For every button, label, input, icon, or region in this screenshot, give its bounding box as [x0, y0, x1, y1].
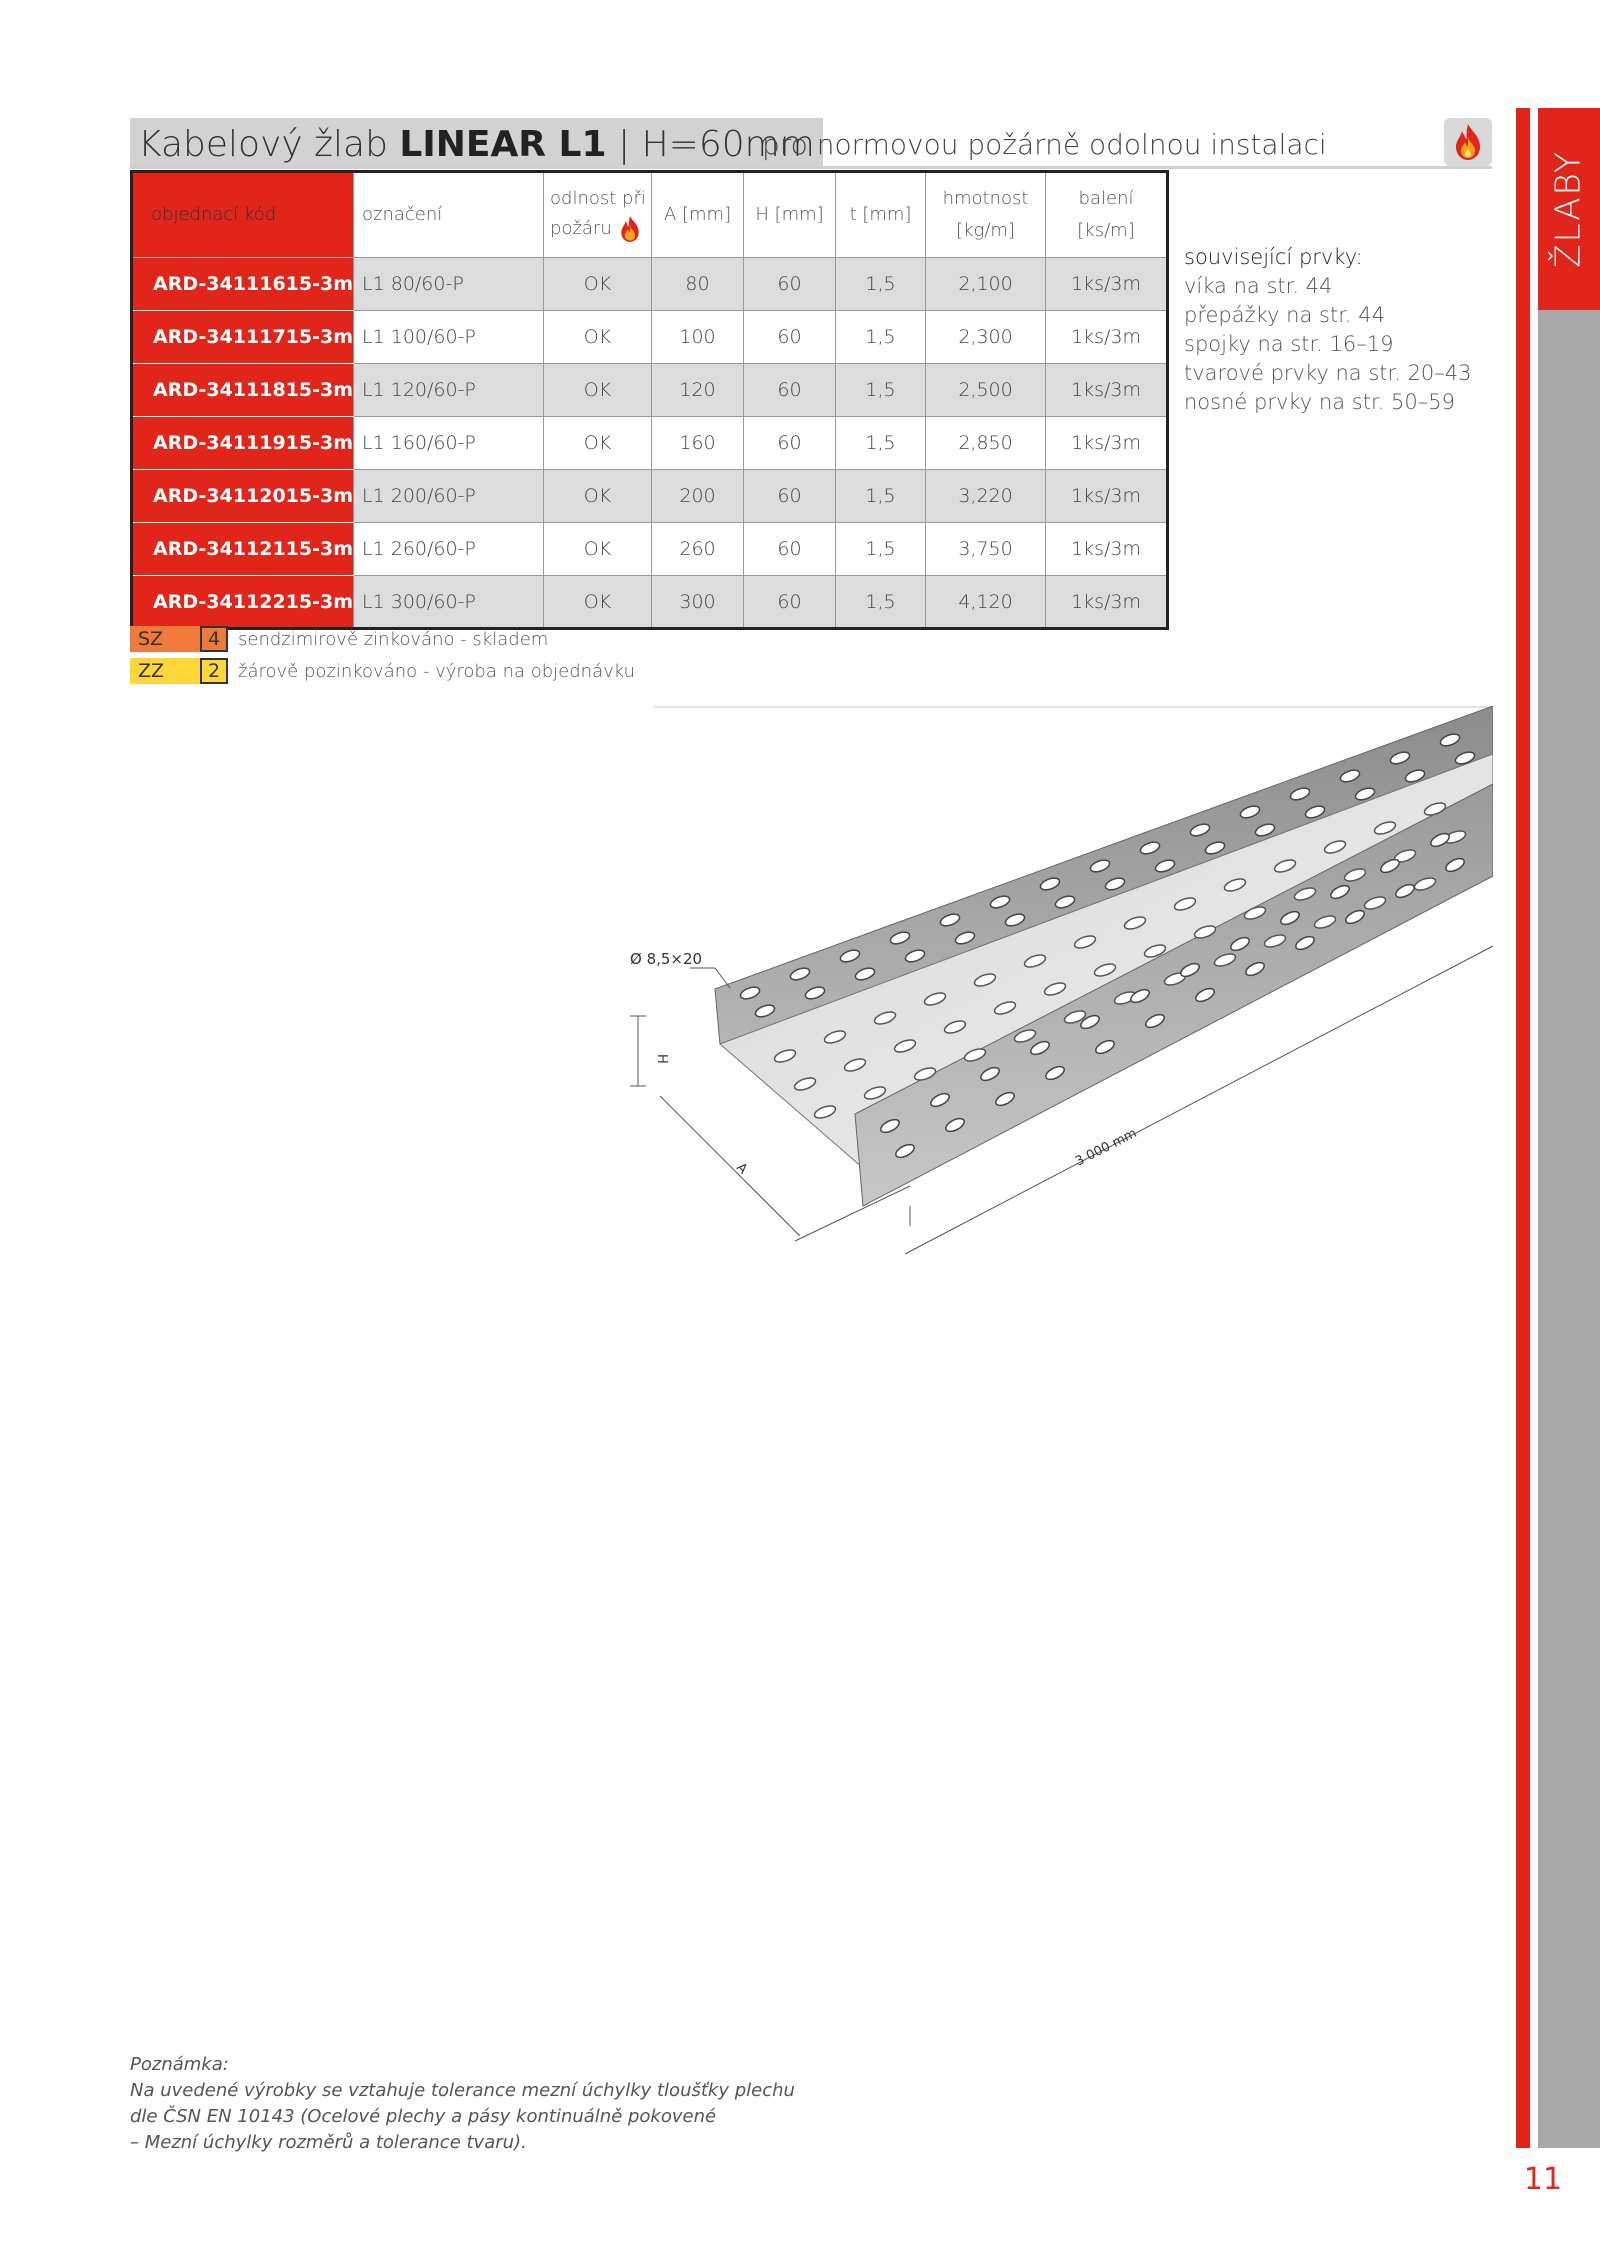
- row-weight: 2,300: [926, 311, 1046, 364]
- table-row: [132, 417, 1168, 470]
- title-prefix: Kabelový žlab: [138, 123, 388, 165]
- footnote: [130, 2052, 795, 2156]
- row-code: ARD-34112015-3m: [132, 470, 354, 523]
- col-header-fire-line1: odlnost při: [550, 188, 646, 209]
- legend-text: žárově pozinkováno - výroba na objednávku: [238, 660, 636, 682]
- row-h: 60: [744, 364, 836, 417]
- table-row: [132, 576, 1168, 629]
- row-designation: L1 100/60-P: [354, 311, 544, 364]
- row-pack: 1ks/3m: [1046, 523, 1168, 576]
- row-designation: L1 260/60-P: [354, 523, 544, 576]
- table-row: [132, 470, 1168, 523]
- row-fire: OK: [544, 523, 652, 576]
- row-weight: 3,220: [926, 470, 1046, 523]
- col-header-weight-line1: hmotnost: [942, 188, 1029, 209]
- row-t: 1,5: [836, 364, 926, 417]
- note-line: – Mezní úchylky rozměrů a tolerance tvaru).: [130, 2132, 527, 2153]
- row-t: 1,5: [836, 417, 926, 470]
- legend-code: ZZ: [130, 658, 200, 684]
- hole-dimension-label: Ø 8,5×20: [630, 950, 703, 968]
- row-designation: L1 160/60-P: [354, 417, 544, 470]
- title-product: LINEAR L1: [399, 123, 607, 165]
- page-number: 11: [1523, 2162, 1563, 2197]
- row-weight: 3,750: [926, 523, 1046, 576]
- col-header-h: H [mm]: [744, 172, 836, 258]
- legend-stock-count: 4: [200, 626, 228, 652]
- row-a: 200: [652, 470, 744, 523]
- width-dimension-label: A: [733, 1160, 751, 1178]
- related-title: související prvky:: [1184, 245, 1363, 269]
- row-a: 260: [652, 523, 744, 576]
- row-fire: OK: [544, 576, 652, 629]
- row-t: 1,5: [836, 258, 926, 311]
- row-a: 100: [652, 311, 744, 364]
- legend-item-sz: [130, 625, 548, 653]
- row-pack: 1ks/3m: [1046, 311, 1168, 364]
- title-height: H=60mm: [641, 123, 815, 165]
- row-weight: 4,120: [926, 576, 1046, 629]
- row-fire: OK: [544, 364, 652, 417]
- related-item: víka na str. 44: [1184, 274, 1333, 298]
- row-pack: 1ks/3m: [1046, 258, 1168, 311]
- title-separator: |: [618, 123, 631, 165]
- row-t: 1,5: [836, 576, 926, 629]
- length-dimension-label: 3 000 mm: [1073, 1125, 1140, 1170]
- row-pack: 1ks/3m: [1046, 417, 1168, 470]
- table-row: [132, 311, 1168, 364]
- page-subtitle: pro normovou požárně odolnou instalaci: [762, 128, 1327, 161]
- row-fire: OK: [544, 311, 652, 364]
- flame-icon: [617, 213, 643, 245]
- legend-text: sendzimirově zinkováno - skladem: [238, 628, 549, 650]
- row-h: 60: [744, 470, 836, 523]
- col-header-pack-line2: [ks/m]: [1077, 220, 1135, 241]
- row-designation: L1 300/60-P: [354, 576, 544, 629]
- side-gray-bar: [1538, 310, 1600, 2148]
- note-line: dle ČSN EN 10143 (Ocelové plechy a pásy kontinuálně pokovené: [130, 2106, 717, 2127]
- row-t: 1,5: [836, 470, 926, 523]
- related-item: spojky na str. 16–19: [1184, 332, 1394, 356]
- row-a: 300: [652, 576, 744, 629]
- row-t: 1,5: [836, 523, 926, 576]
- title-underline: [130, 166, 1492, 169]
- table-row: [132, 258, 1168, 311]
- row-code: ARD-34111915-3m: [132, 417, 354, 470]
- row-h: 60: [744, 417, 836, 470]
- row-t: 1,5: [836, 311, 926, 364]
- row-designation: L1 120/60-P: [354, 364, 544, 417]
- section-tab-label: ŽLABY: [1549, 150, 1590, 268]
- legend-code: SZ: [130, 626, 200, 652]
- row-weight: 2,500: [926, 364, 1046, 417]
- row-pack: 1ks/3m: [1046, 470, 1168, 523]
- row-h: 60: [744, 258, 836, 311]
- col-header-t: t [mm]: [836, 172, 926, 258]
- row-fire: OK: [544, 258, 652, 311]
- col-header-weight: [926, 172, 1046, 258]
- row-a: 160: [652, 417, 744, 470]
- col-header-designation: označení: [354, 172, 544, 258]
- row-a: 120: [652, 364, 744, 417]
- note-title: Poznámka:: [130, 2054, 229, 2075]
- col-header-a: A [mm]: [652, 172, 744, 258]
- table-row: [132, 523, 1168, 576]
- legend-stock-count: 2: [200, 658, 228, 684]
- row-pack: 1ks/3m: [1046, 364, 1168, 417]
- row-h: 60: [744, 523, 836, 576]
- row-code: ARD-34111715-3m: [132, 311, 354, 364]
- row-weight: 2,850: [926, 417, 1046, 470]
- table-header-row: [132, 172, 1168, 258]
- row-code: ARD-34111815-3m: [132, 364, 354, 417]
- fire-resistance-badge: [1444, 118, 1492, 166]
- row-pack: 1ks/3m: [1046, 576, 1168, 629]
- related-item: přepážky na str. 44: [1184, 303, 1385, 327]
- table-row: [132, 364, 1168, 417]
- note-line: Na uvedené výrobky se vztahuje tolerance mezní úchylky tloušťky plechu: [130, 2080, 795, 2101]
- row-fire: OK: [544, 470, 652, 523]
- related-item: tvarové prvky na str. 20–43: [1184, 361, 1472, 385]
- row-a: 80: [652, 258, 744, 311]
- row-designation: L1 200/60-P: [354, 470, 544, 523]
- row-h: 60: [744, 311, 836, 364]
- row-code: ARD-34112115-3m: [132, 523, 354, 576]
- flame-icon: [1450, 122, 1486, 162]
- product-table: [130, 170, 1169, 630]
- col-header-fire: [544, 172, 652, 258]
- row-weight: 2,100: [926, 258, 1046, 311]
- cable-tray-drawing: [620, 706, 1493, 1266]
- row-code: ARD-34112215-3m: [132, 576, 354, 629]
- col-header-weight-line2: [kg/m]: [956, 220, 1015, 241]
- col-header-pack-line1: balení: [1078, 188, 1134, 209]
- col-header-code: objednací kód: [132, 172, 354, 258]
- row-code: ARD-34111615-3m: [132, 258, 354, 311]
- col-header-fire-line2: požáru: [550, 218, 612, 239]
- height-dimension-label: H: [654, 1054, 669, 1064]
- row-designation: L1 80/60-P: [354, 258, 544, 311]
- legend-item-zz: [130, 657, 635, 685]
- side-accent-line: [1516, 108, 1530, 2148]
- col-header-pack: [1046, 172, 1168, 258]
- page-title: [130, 118, 823, 166]
- related-item: nosné prvky na str. 50–59: [1184, 390, 1455, 414]
- section-tab-label-wrap: [1538, 108, 1600, 310]
- row-h: 60: [744, 576, 836, 629]
- related-items: [1184, 243, 1472, 417]
- row-fire: OK: [544, 417, 652, 470]
